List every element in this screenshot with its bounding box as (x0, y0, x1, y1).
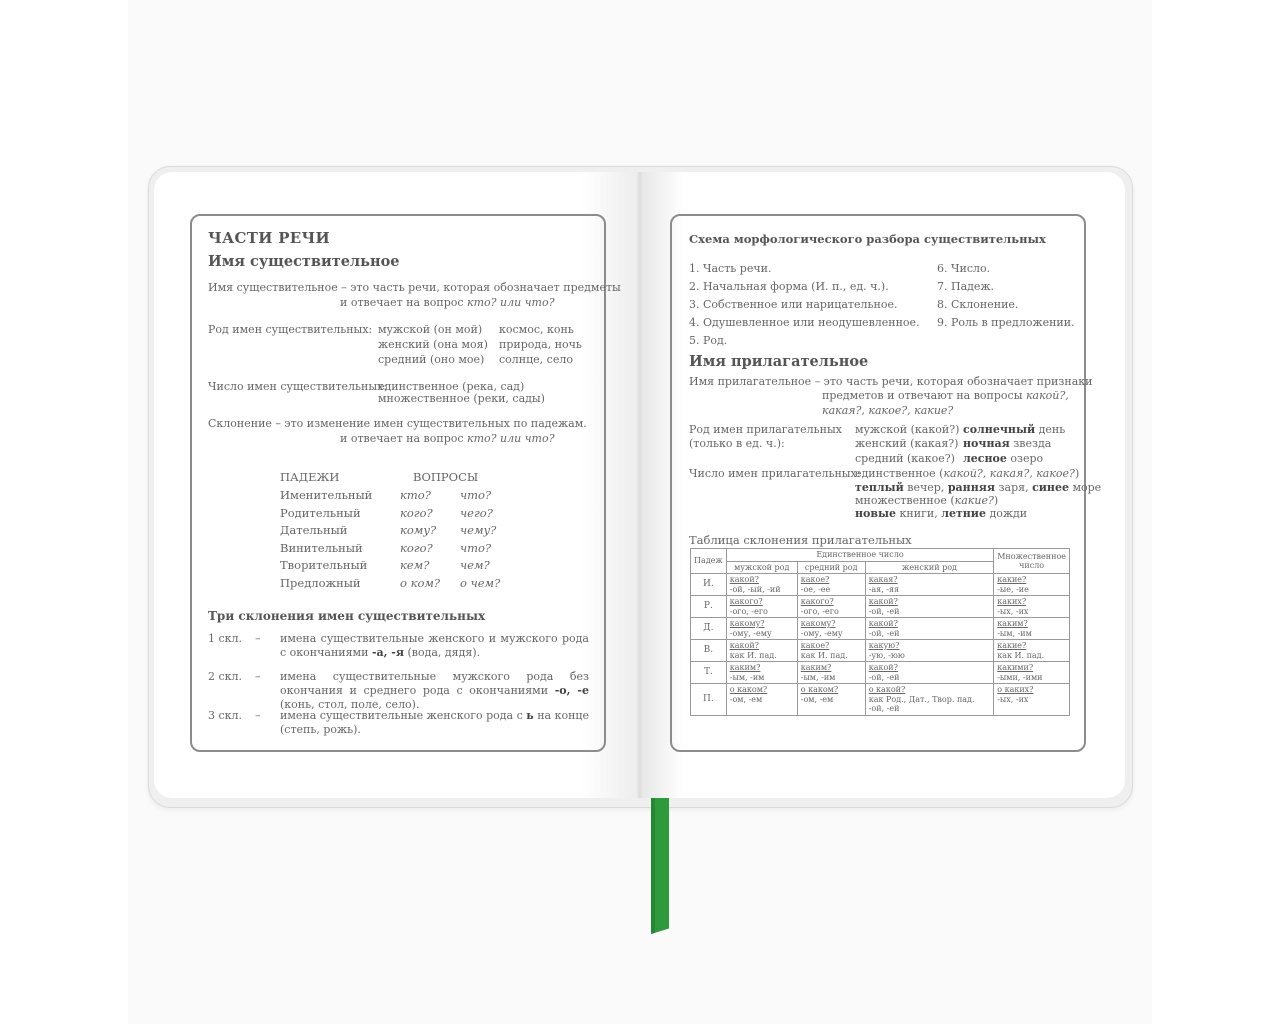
table-cell: какого? -ого, -его (726, 596, 797, 618)
table-cell: какому? -ому, -ему (797, 618, 865, 640)
noun-title: Имя существительное (208, 253, 400, 270)
noun-number-item: множественное (реки, сады) (378, 392, 545, 405)
table-cell: о каком? -ом, -ем (726, 684, 797, 716)
table-cell-case: В. (691, 640, 727, 662)
table-cell: какую? -ую, -юю (865, 640, 994, 662)
case-name: Родительный (280, 506, 361, 520)
case-question: чему? (460, 523, 497, 537)
case-name: Дательный (280, 523, 348, 537)
declension-1-text: имена существительные женского и мужского рода с окончаниями -а, -я (вода, дядя). (280, 632, 589, 659)
table-header-neuter: средний род (797, 561, 865, 574)
declension-number: 3 скл. (208, 709, 243, 722)
case-question: кого? (400, 506, 433, 520)
table-cell-case: Р. (691, 596, 727, 618)
table-cell: какого? -ого, -его (797, 596, 865, 618)
noun-gender-item: женский (она моя) (378, 338, 488, 351)
table-header-plural: Множественное число (994, 549, 1070, 574)
adjective-title: Имя прилагательное (689, 353, 869, 370)
questions-header: ВОПРОСЫ (413, 470, 479, 484)
adjective-definition-line1: Имя прилагательное – это часть речи, которая обозначает признаки (689, 375, 1093, 388)
case-question: кем? (400, 558, 430, 572)
adjective-gender-example: солнечный день (963, 423, 1066, 436)
noun-definition-line2: и отвечает на вопрос кто? или что? (340, 296, 555, 309)
scheme-item: 5. Род. (689, 334, 728, 347)
adjective-gender-item: средний (какое?) (855, 452, 955, 465)
table-cell: какие? как И. пад. (994, 640, 1070, 662)
adjective-gender-example: ночная звезда (963, 437, 1052, 450)
cases-header: ПАДЕЖИ (280, 470, 340, 484)
scheme-item: 7. Падеж. (937, 280, 995, 293)
case-name: Винительный (280, 541, 363, 555)
adjective-gender-label: (только в ед. ч.): (689, 437, 785, 450)
case-name: Именительный (280, 488, 373, 502)
table-row (691, 596, 1070, 618)
table-header-feminine: женский род (865, 561, 994, 574)
scheme-item: 9. Роль в предложении. (937, 316, 1075, 329)
adjective-declension-table (690, 548, 1070, 716)
table-cell: о каких? -ых, -их (994, 684, 1070, 716)
table-row (691, 618, 1070, 640)
case-name: Творительный (280, 558, 368, 572)
case-question: о чем? (460, 576, 501, 590)
table-cell: каких? -ых, -их (994, 596, 1070, 618)
adjective-definition-line3: какая?, какое?, какие? (822, 404, 954, 417)
declension-definition-line2: и отвечает на вопрос кто? или что? (340, 432, 555, 445)
declension-number: 1 скл. (208, 632, 243, 645)
table-cell: какая? -ая, -яя (865, 574, 994, 596)
declension-number: 2 скл. (208, 670, 243, 683)
table-cell: каким? -ым, -им (994, 618, 1070, 640)
table-cell: о какой? как Род., Дат., Твор. пад. -ой, -ей (865, 684, 994, 716)
adjective-number-singular: единственное (какой?, какая?, какое?) (855, 467, 1080, 480)
adjective-number-example: новые книги, летние дожди (855, 507, 1028, 520)
table-header-masculine: мужской род (726, 561, 797, 574)
noun-gender-example: природа, ночь (499, 338, 582, 351)
noun-gender-item: средний (оно мое) (378, 353, 485, 366)
bookmark-ribbon (651, 798, 669, 934)
table-cell-case: Д. (691, 618, 727, 640)
adjective-number-plural: множественное (какие?) (855, 494, 999, 507)
declension-3-text: имена существительные женского рода с ь на конце (степь, рожь). (280, 709, 590, 736)
table-cell: какой? -ой, -ый, -ий (726, 574, 797, 596)
table-header-singular: Единственное число (726, 549, 993, 562)
table-cell: какой? -ой, -ей (865, 596, 994, 618)
scheme-title: Схема морфологического разбора существительных (689, 232, 1046, 246)
case-question: чем? (460, 558, 490, 572)
table-cell: какое? -ое, -ее (797, 574, 865, 596)
table-cell: каким? -ым, -им (797, 662, 865, 684)
case-question: кому? (400, 523, 437, 537)
declension-2-text: имена существительные мужского рода без окончания и среднего рода с окончаниями -о, -е (конь, стол, поле, село). (280, 670, 589, 711)
scheme-item: 4. Одушевленное или неодушевленное. (689, 316, 920, 329)
table-cell-case: И. (691, 574, 727, 596)
case-question: чего? (460, 506, 493, 520)
adjective-number-label: Число имен прилагательных: (689, 467, 861, 480)
scheme-item: 2. Начальная форма (И. п., ед. ч.). (689, 280, 889, 293)
table-cell-case: Т. (691, 662, 727, 684)
case-question: кто? (400, 488, 431, 502)
adjective-gender-item: мужской (какой?) (855, 423, 960, 436)
table-row (691, 684, 1070, 716)
noun-gender-example: космос, конь (499, 323, 574, 336)
table-cell: какие? -ые, -ие (994, 574, 1070, 596)
section-title: ЧАСТИ РЕЧИ (208, 229, 330, 247)
noun-number-label: Число имен существительных: (208, 380, 388, 393)
table-row (691, 662, 1070, 684)
adjective-gender-example: лесное озеро (963, 452, 1044, 465)
noun-gender-label: Род имен существительных: (208, 323, 373, 336)
noun-number-item: единственное (река, сад) (378, 380, 525, 393)
table-cell-case: П. (691, 684, 727, 716)
declension-definition-line1: Склонение – это изменение имен существительных по падежам. (208, 417, 587, 430)
table-row (691, 640, 1070, 662)
noun-gender-example: солнце, село (499, 353, 573, 366)
table-cell: какому? -ому, -ему (726, 618, 797, 640)
case-question: о ком? (400, 576, 441, 590)
noun-definition-line1: Имя существительное – это часть речи, которая обозначает предметы (208, 281, 621, 294)
table-cell: каким? -ым, -им (726, 662, 797, 684)
adjective-number-example: теплый вечер, ранняя заря, синее море (855, 481, 1102, 494)
three-declensions-title: Три склонения имен существительных (208, 609, 486, 623)
table-cell: какой? -ой, -ей (865, 618, 994, 640)
declension-dash: – (255, 670, 261, 683)
scheme-item: 8. Склонение. (937, 298, 1019, 311)
adjective-gender-item: женский (какая?) (855, 437, 959, 450)
table-row (691, 574, 1070, 596)
noun-gender-item: мужской (он мой) (378, 323, 483, 336)
scheme-item: 6. Число. (937, 262, 991, 275)
notebook-spine-gutter (637, 172, 643, 798)
adjective-gender-label: Род имен прилагательных (689, 423, 842, 436)
case-question: что? (460, 541, 492, 555)
adjective-definition-line2: предметов и отвечают на вопросы какой?, (822, 389, 1069, 402)
case-question: кого? (400, 541, 433, 555)
declension-dash: – (255, 709, 261, 722)
scheme-item: 1. Часть речи. (689, 262, 772, 275)
table-cell: какое? как И. пад. (797, 640, 865, 662)
declension-dash: – (255, 632, 261, 645)
table-cell: о каком? -ом, -ем (797, 684, 865, 716)
declension-table-title: Таблица склонения прилагательных (689, 533, 912, 547)
table-header-case: Падеж (691, 549, 727, 574)
case-name: Предложный (280, 576, 361, 590)
table-cell: какой? как И. пад. (726, 640, 797, 662)
table-cell: какими? -ыми, -ими (994, 662, 1070, 684)
case-question: что? (460, 488, 492, 502)
table-cell: какой? -ой, -ей (865, 662, 994, 684)
scheme-item: 3. Собственное или нарицательное. (689, 298, 898, 311)
